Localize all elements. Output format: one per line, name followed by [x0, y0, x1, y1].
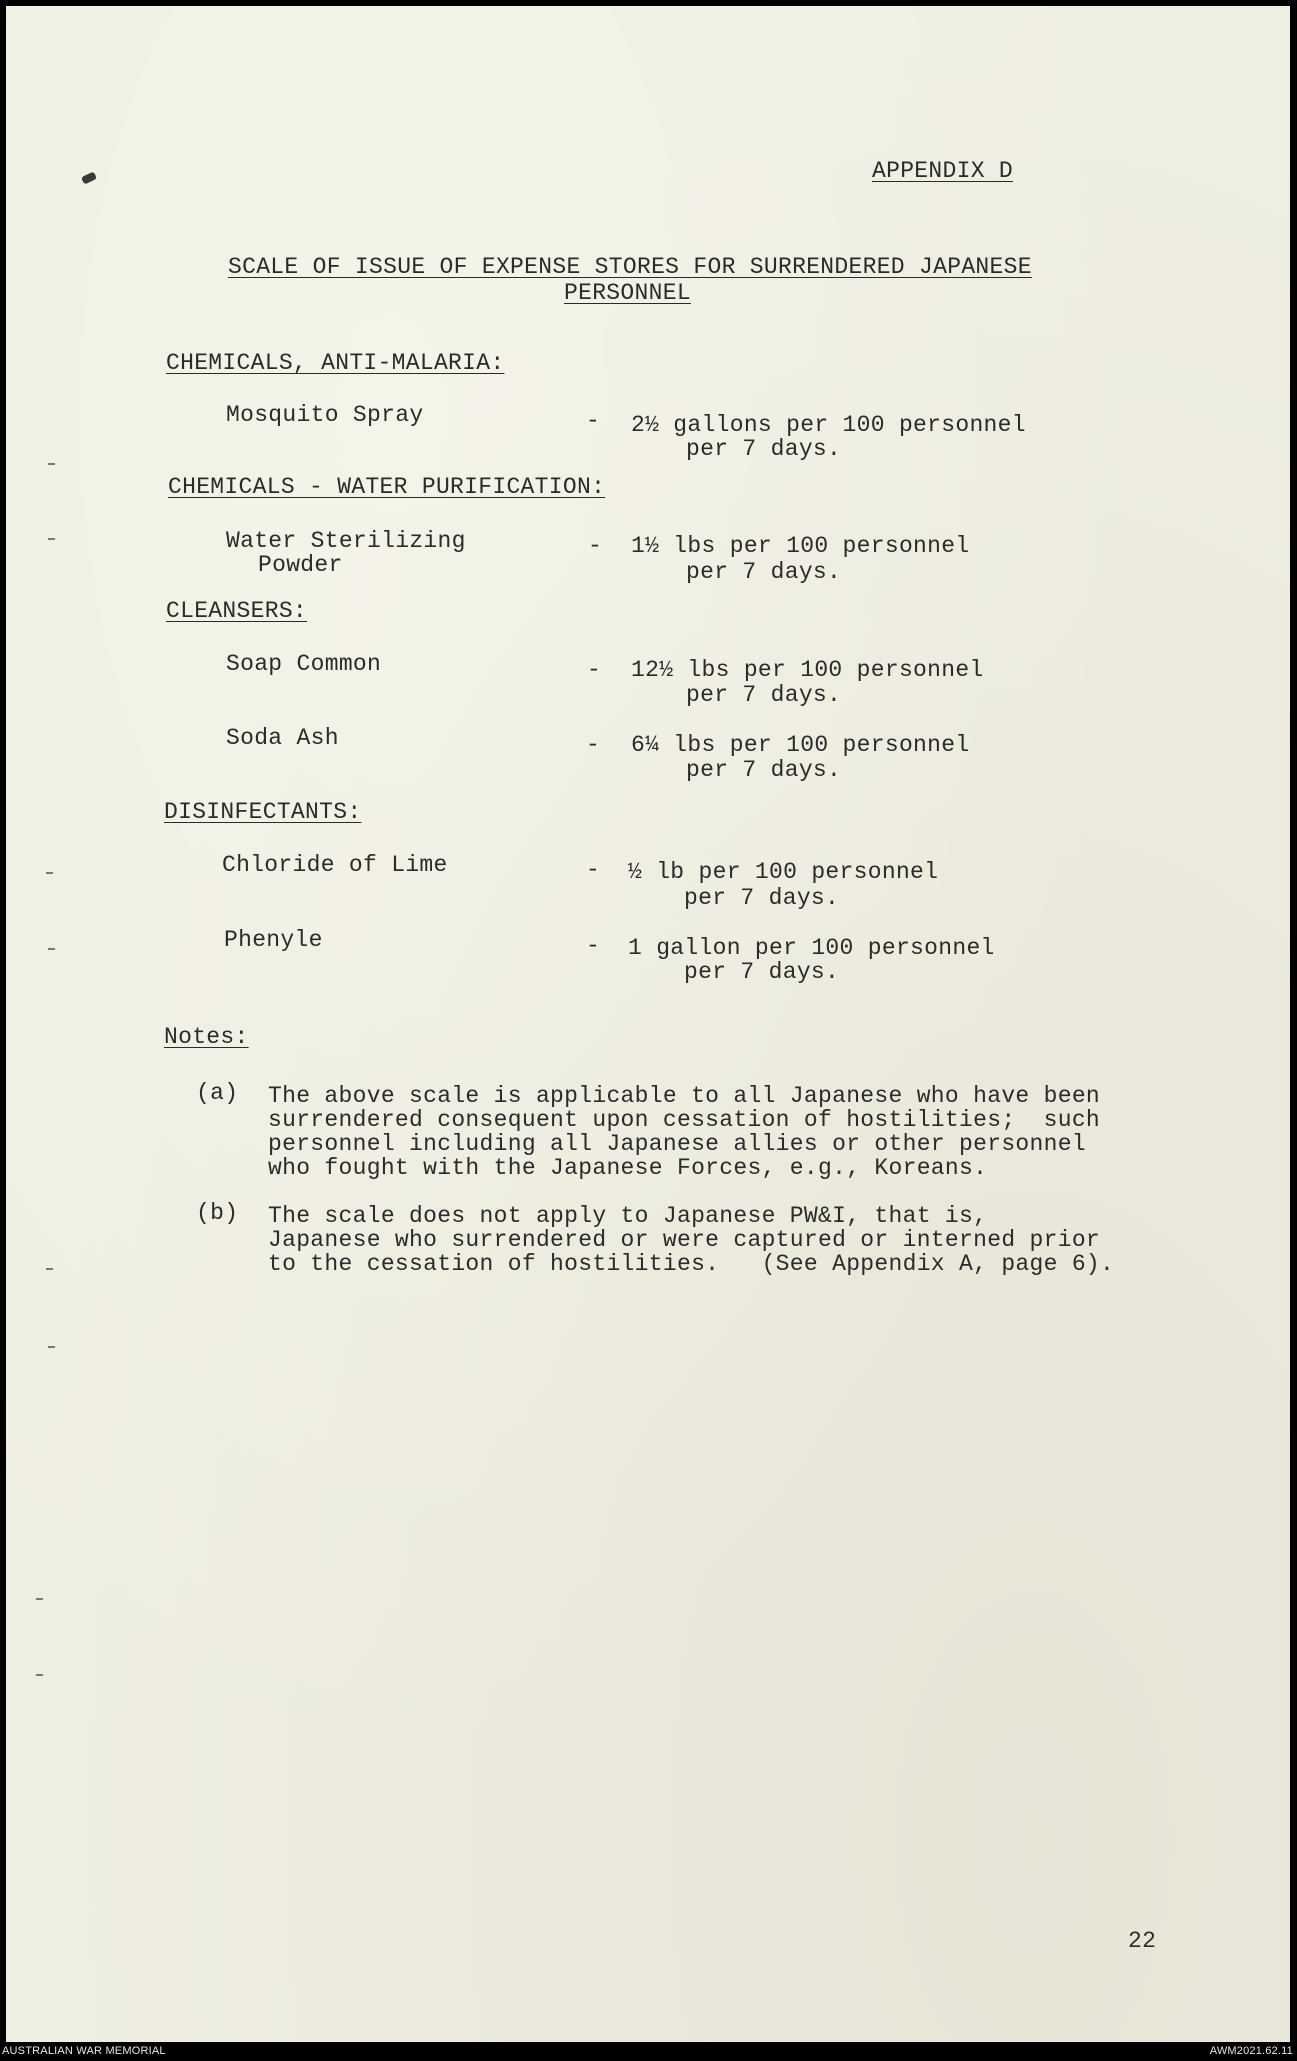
section-heading-cleansers: CLEANSERS: [166, 598, 308, 624]
item-name-water-sterilizing: Water Sterilizing [226, 528, 466, 554]
item-quantity-soda-ash: 6¼ lbs per 100 personnel [631, 732, 970, 758]
item-period-mosquito-spray: per 7 days. [686, 436, 842, 462]
document-page [6, 6, 1290, 2042]
margin-tick [36, 1674, 43, 1676]
item-name-phenyle: Phenyle [224, 927, 323, 953]
note-b-line: Japanese who surrendered or were captured or interned prior [268, 1227, 1101, 1253]
item-period-soap-common: per 7 days. [686, 682, 842, 708]
notes-heading: Notes: [164, 1024, 249, 1050]
item-name-soap-common: Soap Common [226, 651, 382, 677]
margin-tick [46, 872, 53, 874]
margin-tick [48, 948, 55, 950]
note-marker-b: (b) [196, 1200, 239, 1226]
note-a-line: surrendered consequent upon cessation of hostilities; such [268, 1107, 1101, 1133]
item-dash: - [588, 533, 603, 559]
item-dash: - [587, 657, 602, 683]
note-a-line: personnel including all Japanese allies or other personnel [268, 1131, 1086, 1157]
item-period-soda-ash: per 7 days. [686, 757, 842, 783]
item-name-chloride-of-lime: Chloride of Lime [222, 852, 448, 878]
item-quantity-chloride-of-lime: ½ lb per 100 personnel [628, 859, 939, 885]
section-heading-water-purification: CHEMICALS - WATER PURIFICATION: [168, 474, 606, 500]
margin-tick [48, 538, 55, 540]
note-a-line: who fought with the Japanese Forces, e.g., Koreans. [268, 1155, 988, 1181]
item-quantity-mosquito-spray: 2½ gallons per 100 personnel [631, 412, 1026, 438]
note-a-line: The above scale is applicable to all Japanese who have been [268, 1083, 1101, 1109]
appendix-label: APPENDIX D [872, 158, 1014, 184]
item-name-mosquito-spray: Mosquito Spray [226, 402, 424, 428]
margin-tick [46, 1268, 53, 1270]
item-quantity-water-sterilizing: 1½ lbs per 100 personnel [631, 533, 970, 559]
note-b-line: The scale does not apply to Japanese PW&I, that is, [268, 1203, 988, 1229]
document-title: SCALE OF ISSUE OF EXPENSE STORES FOR SURRENDERED JAPANESE [228, 254, 1032, 280]
item-period-water-sterilizing: per 7 days. [686, 559, 842, 585]
note-b-line: to the cessation of hostilities. (See Appendix A, page 6). [268, 1251, 1115, 1277]
punch-hole-mark [81, 171, 97, 184]
document-title-continued: PERSONNEL [564, 280, 691, 306]
margin-tick [48, 463, 55, 465]
section-heading-anti-malaria: CHEMICALS, ANTI-MALARIA: [166, 350, 505, 376]
item-dash: - [586, 933, 601, 959]
page-number: 22 [1128, 1928, 1157, 1954]
item-period-chloride-of-lime: per 7 days. [684, 885, 840, 911]
footer-right-label: AWM2021.62.11 [1209, 2045, 1293, 2057]
margin-tick [48, 1346, 55, 1348]
item-quantity-phenyle: 1 gallon per 100 personnel [628, 935, 995, 961]
item-name-soda-ash: Soda Ash [226, 725, 339, 751]
margin-tick [36, 1598, 43, 1600]
item-dash: - [586, 857, 601, 883]
item-period-phenyle: per 7 days. [684, 959, 840, 985]
item-quantity-soap-common: 12½ lbs per 100 personnel [631, 657, 984, 683]
note-marker-a: (a) [196, 1080, 239, 1106]
section-heading-disinfectants: DISINFECTANTS: [164, 799, 362, 825]
item-dash: - [586, 408, 601, 434]
item-name-water-sterilizing-continued: Powder [258, 552, 343, 578]
item-dash: - [586, 732, 601, 758]
footer-left-label: AUSTRALIAN WAR MEMORIAL [2, 2045, 166, 2057]
